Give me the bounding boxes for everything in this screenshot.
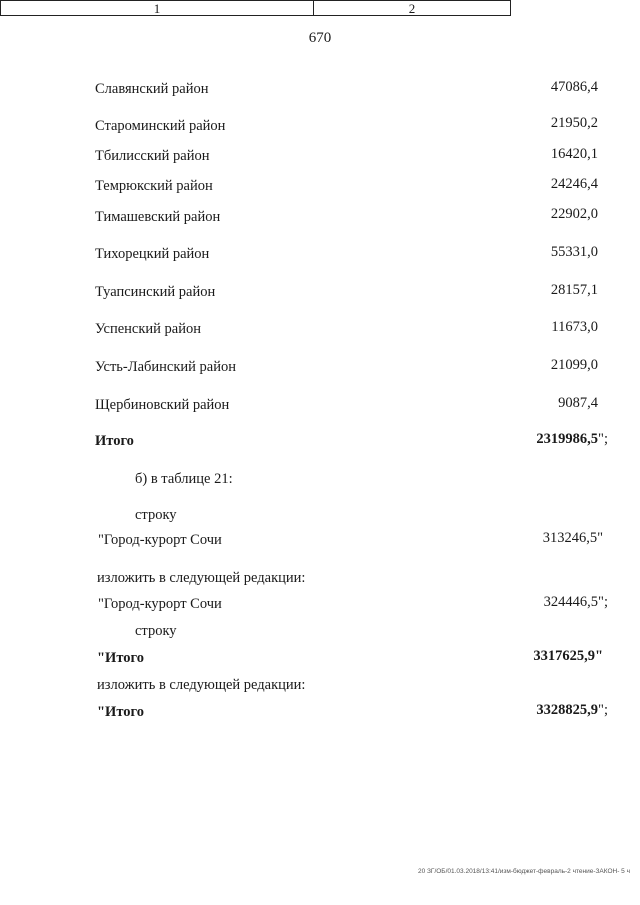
amend2-new-suffix: "; <box>598 702 608 718</box>
district-value: 24246,4 <box>550 176 598 192</box>
district-value: 11673,0 <box>551 319 598 335</box>
district-name: Щербиновский район <box>95 397 230 413</box>
table-header-col1: 1 <box>1 1 314 15</box>
amend2-instruction: изложить в следующей редакции: <box>97 677 306 693</box>
amend1-instruction: изложить в следующей редакции: <box>97 570 306 586</box>
district-name: Тбилисский район <box>95 148 210 164</box>
district-name: Успенский район <box>95 321 201 337</box>
district-name: Темрюкский район <box>95 178 213 194</box>
district-name: Славянский район <box>95 81 209 97</box>
amend2-old-name: "Итого <box>97 650 144 666</box>
amend1-line-label: строку <box>135 507 177 523</box>
table-header <box>0 0 511 16</box>
district-name: Тихорецкий район <box>95 246 210 262</box>
amend2-old-value: 3317625,9" <box>533 648 603 664</box>
total-value-line <box>536 431 608 448</box>
amend1-old-name: "Город-курорт Сочи <box>98 532 222 548</box>
total-suffix: "; <box>598 431 608 447</box>
amend1-new-name: "Город-курорт Сочи <box>98 596 222 612</box>
district-name: Туапсинский район <box>95 284 216 300</box>
page-number: 670 <box>308 30 332 46</box>
table-header-col2: 2 <box>408 0 416 16</box>
district-value: 55331,0 <box>550 244 598 260</box>
district-value: 28157,1 <box>550 282 598 298</box>
district-name: Староминский район <box>95 118 226 134</box>
district-value: 21950,2 <box>550 115 598 131</box>
amend2-new-value: 3328825,9 <box>536 702 599 718</box>
district-value: 16420,1 <box>550 146 598 162</box>
amend1-new-value: 324446,5"; <box>543 594 608 610</box>
total-value: 2319986,5 <box>536 431 599 447</box>
district-value: 9087,4 <box>558 395 598 411</box>
district-value: 22902,0 <box>550 206 598 222</box>
footer-document-code: 20 ЗГ/ОБ/01.03.2018/13:41/изм-бюджет-февраль-2 чтение-ЗАКОН- 5 ч <box>417 868 630 875</box>
district-value: 47086,4 <box>550 79 598 95</box>
amend2-new-value-line <box>536 702 608 719</box>
district-name: Усть-Лабинский район <box>95 359 236 375</box>
amend1-old-value: 313246,5" <box>542 530 603 546</box>
district-name: Тимашевский район <box>95 209 221 225</box>
district-value: 21099,0 <box>550 357 598 373</box>
amend2-line-label: строку <box>135 623 177 639</box>
section-b-heading: б) в таблице 21: <box>135 471 233 487</box>
total-label: Итого <box>95 433 134 449</box>
amend2-new-name: "Итого <box>97 704 144 720</box>
